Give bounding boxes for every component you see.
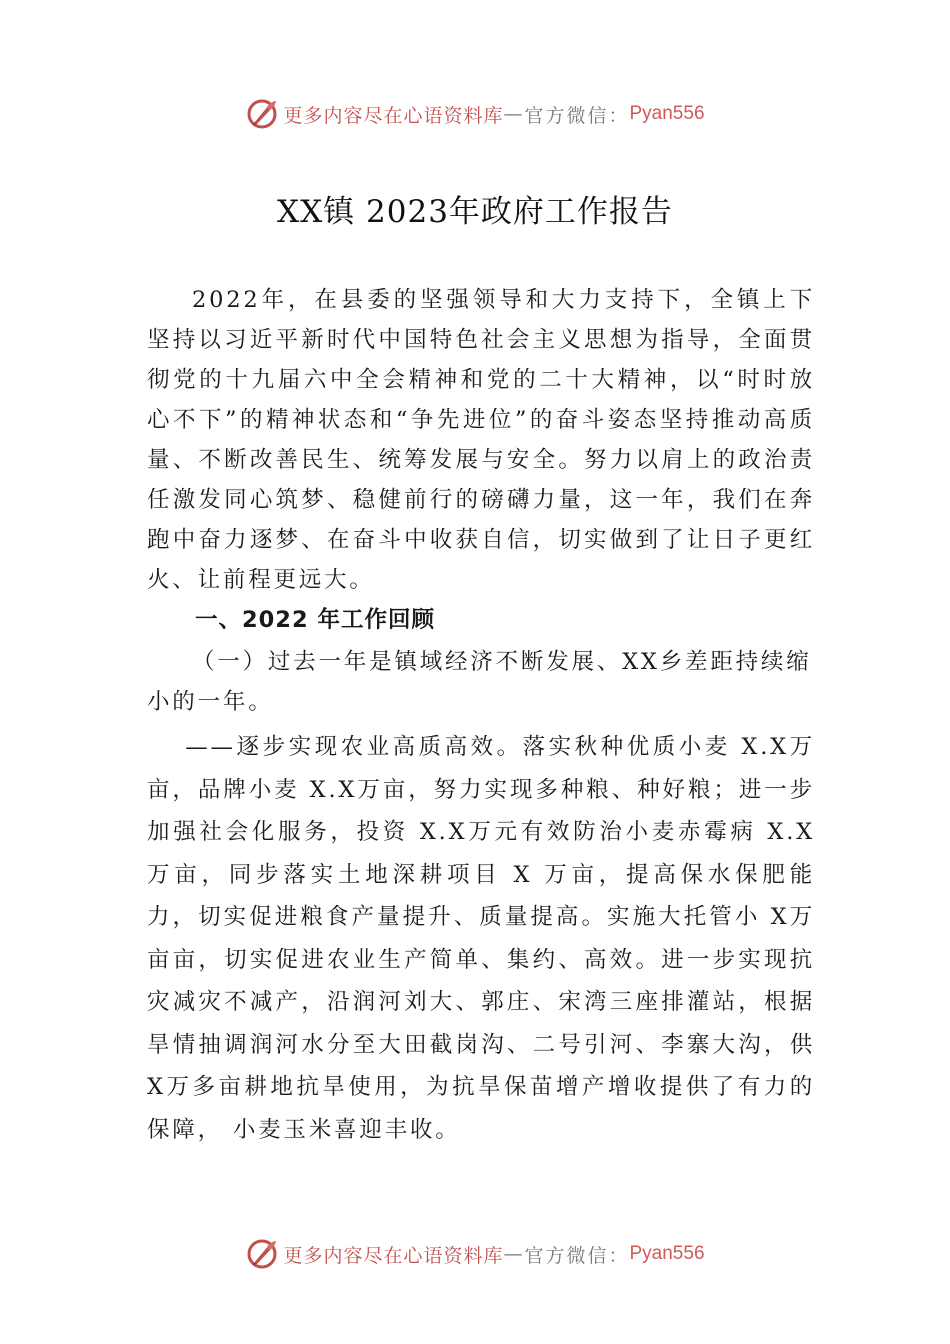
document-title: XX镇 2023年政府工作报告 <box>277 194 673 230</box>
watermark-separator: — <box>503 1243 525 1265</box>
watermark-contact-id: Pyan556 <box>629 103 705 124</box>
section-heading: 一、2022 年工作回顾 <box>195 607 435 633</box>
subsection-heading: （一）过去一年是镇域经济不断发展、XX乡差距持续缩小的一年。 <box>147 649 812 715</box>
footer-watermark <box>0 1234 950 1274</box>
watermark-contact-label: 官方微信： <box>524 104 630 127</box>
document-body <box>147 280 815 1151</box>
header-watermark <box>0 94 950 134</box>
watermark-contact-id: Pyan556 <box>629 1243 705 1264</box>
watermark-brand: 更多内容尽在心语资料库 <box>283 104 504 127</box>
quill-logo-icon <box>245 97 279 131</box>
watermark-brand: 更多内容尽在心语资料库 <box>283 1244 504 1267</box>
intro-paragraph: 2022年，在县委的坚强领导和大力支持下，全镇上下坚持以习近平新时代中国特色社会主义思想为指导，全面贯彻党的十九届六中全会精神和党的二十大精神，以“时时放心不下”的精神状态和“争先进位”的奋斗姿态坚持推动高质量、不断改善民生、统筹发展与安全。努力以肩上的政治责任激发同心筑梦、稳健前行的磅礴力量，这一年，我们在奔跑中奋力逐梦、在奋斗中收获自信，切实做到了让日子更红火、让前程更远大。 <box>147 287 815 593</box>
agriculture-paragraph: ——逐步实现农业高质高效。落实秋种优质小麦 X.X万亩，品牌小麦 X.X万亩，努力实现多种粮、种好粮；进一步加强社会化服务，投资 X.X万元有效防治小麦赤霉病 X.X万亩，同步落实土地深耕项目 X 万亩，提高保水保肥能力，切实促进粮食产量提升、质量提高。实施大托管小 X万亩亩，切实促进农业生产简单、集约、高效。进一步实现抗灾减灾不减产，沿润河刘大、郭庄、宋湾三座排灌站，根据旱情抽调润河水分至大田截岗沟、二号引河、李寨大沟，供 X万多亩耕地抗旱使用，为抗旱保苗增产增收提供了有力的保障， 小麦玉米喜迎丰收。 <box>147 734 815 1143</box>
quill-logo-icon <box>245 1237 279 1271</box>
watermark-separator: — <box>503 103 525 125</box>
watermark-contact-label: 官方微信： <box>524 1244 630 1267</box>
